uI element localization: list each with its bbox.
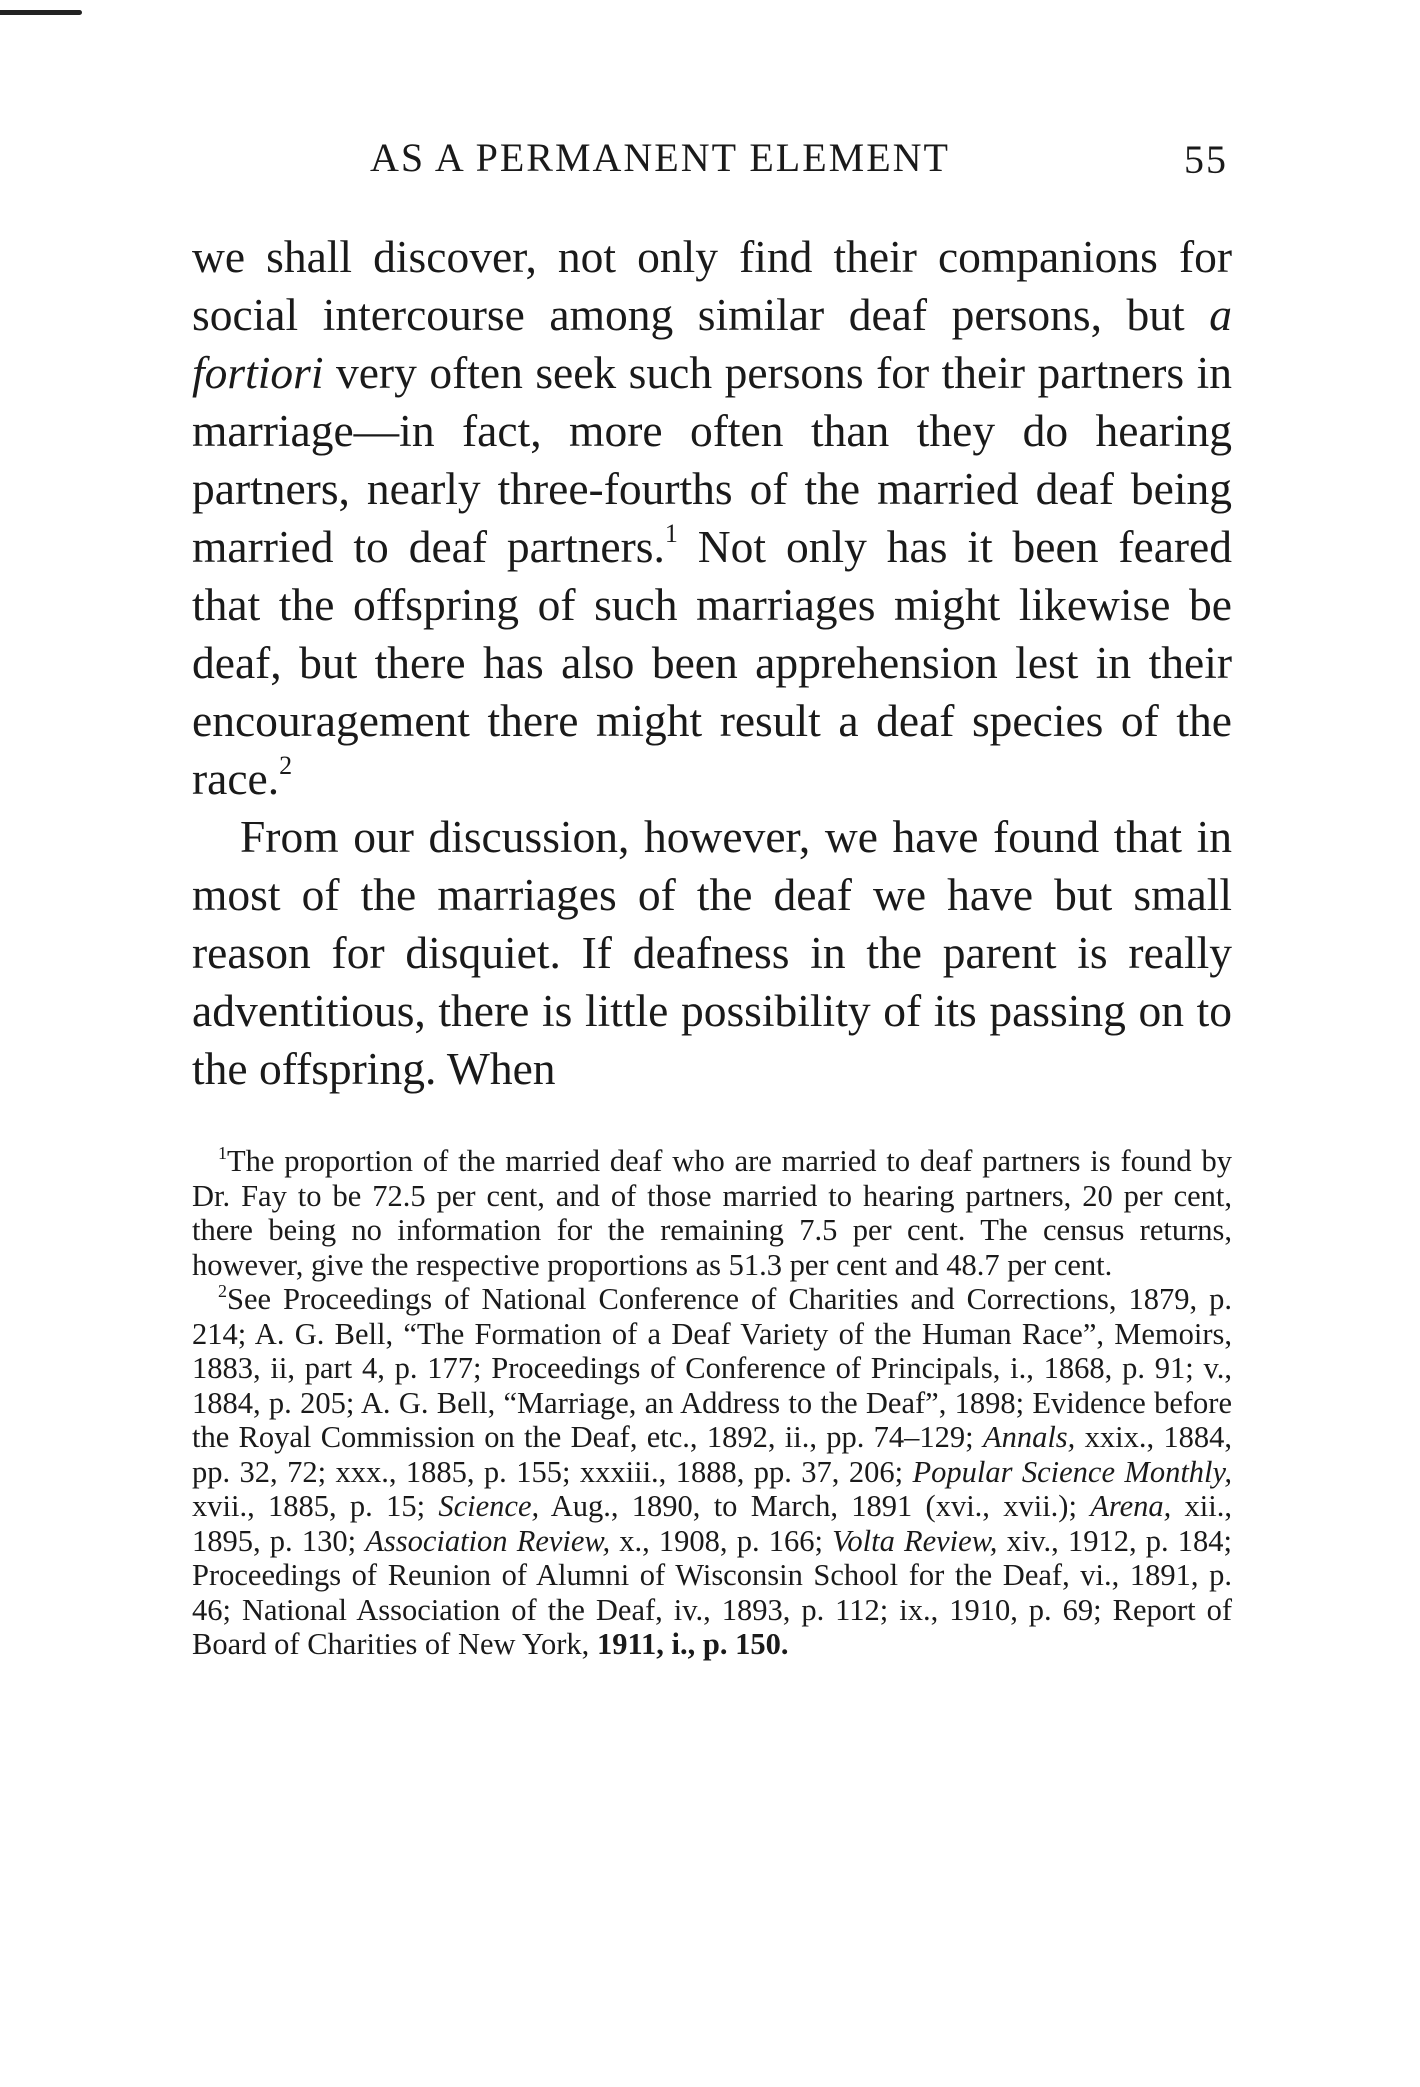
footnote-2-text-b: xxix., 1884, pp. 32, 72; xxx., 1885, p. 155; xxxiii., 1888, pp. 37, 206; xyxy=(192,1420,1232,1489)
footnote-1-mark: 1 xyxy=(218,1143,227,1163)
footnote-2 xyxy=(192,1282,1232,1662)
book-page xyxy=(192,126,1232,1662)
paragraph-1-text-c: Not only has it been feared that the offspring of such marriages might likewise be deaf, but there has also been apprehension lest in their encouragement there might result a deaf species of the race. xyxy=(192,521,1233,804)
paragraph-2: From our discussion, however, we have found that in most of the marriages of the deaf we have but small reason for disquiet. If deafness in the parent is really adventitious, there is little possibility of its passing on to the offspring. When xyxy=(192,811,1232,1094)
paragraph-1-text-a: we shall discover, not only find their companions for social intercourse among similar deaf persons, but xyxy=(192,231,1232,340)
paragraph-1-text-b: very often seek such persons for their partners in marriage—in fact, more often than they do hearing partners, nearly three-fourths of the married deaf being married to deaf partners. xyxy=(192,347,1232,572)
running-head: AS A PERMANENT ELEMENT xyxy=(370,135,950,180)
footnote-2-text-a: See Proceedings of National Conference of Charities and Corrections, 1879, p. 214; A. G. Bell, “The Formation of a Deaf Variety of the Human Race”, Memoirs, 1883, ii, part 4, p. 177; Proceedings of Conference of Principals, i., 1868, p. 91; v., 1884, p. 205; A. G. Bell, “Marriage, an Address to the Deaf”, 1898; Evidence before the Royal Commission on the Deaf, etc., 1892, ii., pp. 74–129; xyxy=(192,1282,1232,1454)
citation-science: Science, xyxy=(438,1489,540,1523)
footnote-2-mark: 2 xyxy=(218,1281,227,1301)
page-number: 55 xyxy=(1184,137,1228,182)
citation-volta-review: Volta Review, xyxy=(832,1523,998,1558)
footnote-ref-1: 1 xyxy=(664,519,678,548)
footnote-2-text-f: x., 1908, p. 166; xyxy=(610,1523,833,1558)
italic-a-fortiori: a fortiori xyxy=(192,289,1232,398)
page-header xyxy=(192,126,1232,186)
footnote-2-text-c: xvii., 1885, p. 15; xyxy=(192,1489,439,1523)
footnote-1 xyxy=(192,1144,1232,1282)
citation-annals: Annals, xyxy=(982,1420,1076,1454)
citation-arena: Arena, xyxy=(1090,1489,1172,1523)
citation-association-review: Association Review, xyxy=(365,1523,611,1558)
footnotes xyxy=(192,1144,1232,1662)
footnote-2-text-e: xii., 1895, p. 130; xyxy=(192,1489,1232,1558)
citation-popular-science-monthly: Popular Science Monthly, xyxy=(912,1454,1233,1489)
footnote-ref-2: 2 xyxy=(279,751,293,780)
footnote-1-text: The proportion of the married deaf who are married to deaf partners is found by Dr. Fay to be 72.5 per cent, and of those married to hearing partners, 20 per cent, there being no information for the remaining 7.5 per cent. The census returns, however, give the respective proportions as 51.3 per cent and 48.7 per cent. xyxy=(192,1144,1232,1282)
scan-corner-mark xyxy=(0,10,82,15)
body-text xyxy=(192,228,1232,1098)
footnote-2-text-g: xiv., 1912, p. 184; Proceedings of Reunion of Alumni of Wisconsin School for the Deaf, vi., 1891, p. 46; National Association of the Deaf, iv., 1893, p. 112; ix., 1910, p. 69; Report of Board of Charities of New York, xyxy=(192,1523,1232,1661)
paragraph-1 xyxy=(192,228,1232,808)
footnote-2-text-h: 1911, i., p. 150. xyxy=(596,1627,789,1661)
footnote-2-text-d: Aug., 1890, to March, 1891 (xvi., xvii.); xyxy=(539,1489,1091,1523)
